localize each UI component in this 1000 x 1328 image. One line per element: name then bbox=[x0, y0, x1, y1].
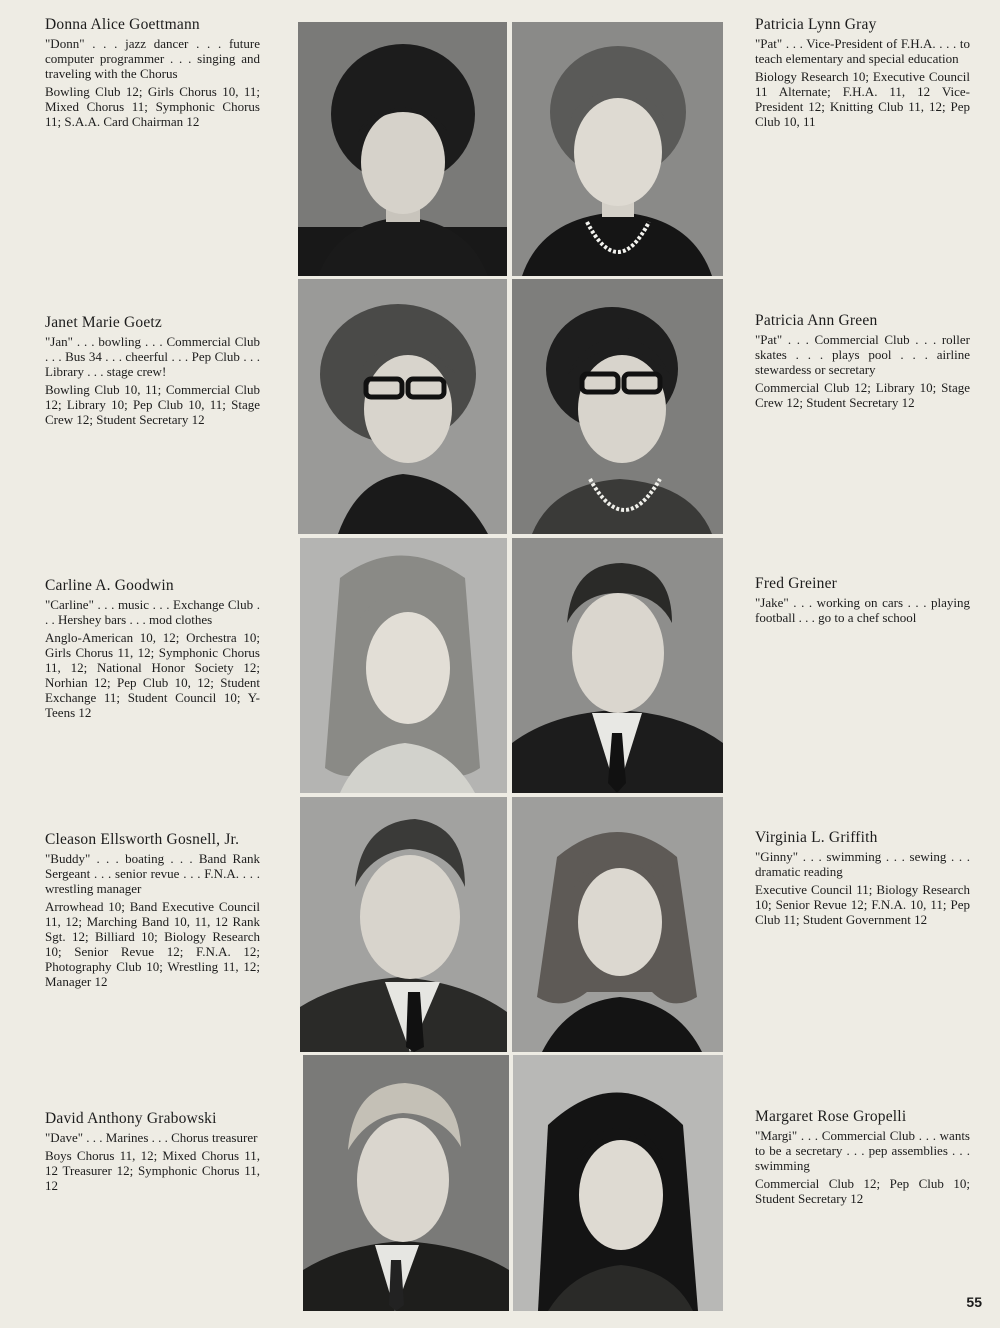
student-description: "Ginny" . . . swimming . . . sewing . . . dramatic reading bbox=[755, 849, 970, 879]
student-activities: Executive Council 11; Biology Research 10; Senior Revue 12; F.N.A. 10, 11; Pep Club 11; Student Government 12 bbox=[755, 882, 970, 927]
student-description: "Dave" . . . Marines . . . Chorus treasurer bbox=[45, 1130, 258, 1145]
student-entry bbox=[755, 1108, 970, 1206]
student-name: Janet Marie Goetz bbox=[45, 314, 163, 331]
student-description: "Buddy" . . . boating . . . Band Rank Sergeant . . . senior revue . . . F.N.A. . . . wrestling manager bbox=[45, 851, 260, 896]
student-name: Carline A. Goodwin bbox=[45, 577, 174, 594]
student-name: Patricia Ann Green bbox=[755, 312, 878, 329]
student-description: "Margi" . . . Commercial Club . . . wants to be a secretary . . . pep assemblies . . . swimming bbox=[755, 1128, 970, 1173]
portrait-photo bbox=[303, 1055, 509, 1311]
student-entry bbox=[45, 16, 260, 129]
student-activities: Commercial Club 12; Library 10; Stage Crew 12; Student Secretary 12 bbox=[755, 380, 970, 410]
student-name: Donna Alice Goettmann bbox=[45, 16, 200, 33]
female-flip-portrait-image bbox=[512, 797, 723, 1052]
student-description: "Pat" . . . Vice-President of F.H.A. . . . to teach elementary and special education bbox=[755, 36, 970, 66]
page-number: 55 bbox=[966, 1294, 982, 1310]
student-activities: Biology Research 10; Executive Council 11 Alternate; F.H.A. 11, 12 Vice-President 12; Knitting Club 11, 12; Pep Club 10, 11 bbox=[755, 69, 970, 129]
student-description: "Donn" . . . jazz dancer . . . future computer programmer . . . singing and traveling with the Chorus bbox=[45, 36, 260, 81]
portrait-photo bbox=[300, 538, 507, 793]
student-name: Fred Greiner bbox=[755, 575, 838, 592]
female-bouffant-portrait-image bbox=[298, 22, 507, 276]
student-name: David Anthony Grabowski bbox=[45, 1110, 217, 1127]
student-description: "Jake" . . . working on cars . . . playing football . . . go to a chef school bbox=[755, 595, 970, 625]
student-description: "Pat" . . . Commercial Club . . . roller skates . . . plays pool . . . airline stewardess or secretary bbox=[755, 332, 970, 377]
student-name: Patricia Lynn Gray bbox=[755, 16, 877, 33]
student-activities: Boys Chorus 11, 12; Mixed Chorus 11, 12 Treasurer 12; Symphonic Chorus 11, 12 bbox=[45, 1148, 260, 1193]
female-dark-hair-portrait-image bbox=[513, 1055, 723, 1311]
student-entry bbox=[755, 575, 970, 628]
student-entry bbox=[755, 16, 970, 129]
student-activities: Bowling Club 12; Girls Chorus 10, 11; Mixed Chorus 11; Symphonic Chorus 11; S.A.A. Card Chairman 12 bbox=[45, 84, 260, 129]
student-name: Virginia L. Griffith bbox=[755, 829, 878, 846]
portrait-photo bbox=[512, 22, 723, 276]
female-pearls-portrait-image bbox=[512, 22, 723, 276]
student-name: Cleason Ellsworth Gosnell, Jr. bbox=[45, 831, 240, 848]
male-suit-portrait-image bbox=[512, 538, 723, 793]
portrait-photo bbox=[512, 797, 723, 1052]
student-entry bbox=[45, 1110, 260, 1193]
female-glasses-portrait-image bbox=[298, 279, 507, 534]
student-activities: Anglo-American 10, 12; Orchestra 10; Girls Chorus 11, 12; Symphonic Chorus 11, 12; National Honor Society 12; Norhian 12; Pep Club 10, 12; Student Exchange 11; Student Council 10; Y-Teens 12 bbox=[45, 630, 260, 720]
male-suit-portrait-image bbox=[303, 1055, 509, 1311]
portrait-photo bbox=[513, 1055, 723, 1311]
student-entry bbox=[755, 312, 970, 410]
student-activities: Bowling Club 10, 11; Commercial Club 12; Library 10; Pep Club 10, 11; Stage Crew 12; Student Secretary 12 bbox=[45, 382, 260, 427]
student-activities: Commercial Club 12; Pep Club 10; Student Secretary 12 bbox=[755, 1176, 970, 1206]
portrait-photo bbox=[298, 279, 507, 534]
male-suit-portrait-image bbox=[300, 797, 507, 1052]
student-entry bbox=[45, 314, 260, 427]
female-glasses-pearls-portrait-image bbox=[512, 279, 723, 534]
student-name: Margaret Rose Gropelli bbox=[755, 1108, 907, 1125]
student-activities: Arrowhead 10; Band Executive Council 11, 12; Marching Band 10, 11, 12 Rank Sgt. 12; Billiard 10; Biology Research 10; Senior Revue 12; F.N.A. 12; Photography Club 10; Wrestling 11, 12; Manager 12 bbox=[45, 899, 260, 989]
student-entry bbox=[45, 831, 260, 989]
student-entry bbox=[755, 829, 970, 927]
female-long-hair-portrait-image bbox=[300, 538, 507, 793]
student-entry bbox=[45, 577, 260, 720]
student-description: "Carline" . . . music . . . Exchange Club . . . Hershey bars . . . mod clothes bbox=[45, 597, 260, 627]
portrait-photo bbox=[300, 797, 507, 1052]
portrait-photo bbox=[298, 22, 507, 276]
portrait-photo bbox=[512, 279, 723, 534]
portrait-photo bbox=[512, 538, 723, 793]
student-description: "Jan" . . . bowling . . . Commercial Club . . . Bus 34 . . . cheerful . . . Pep Club . . . Library . . . stage crew! bbox=[45, 334, 260, 379]
